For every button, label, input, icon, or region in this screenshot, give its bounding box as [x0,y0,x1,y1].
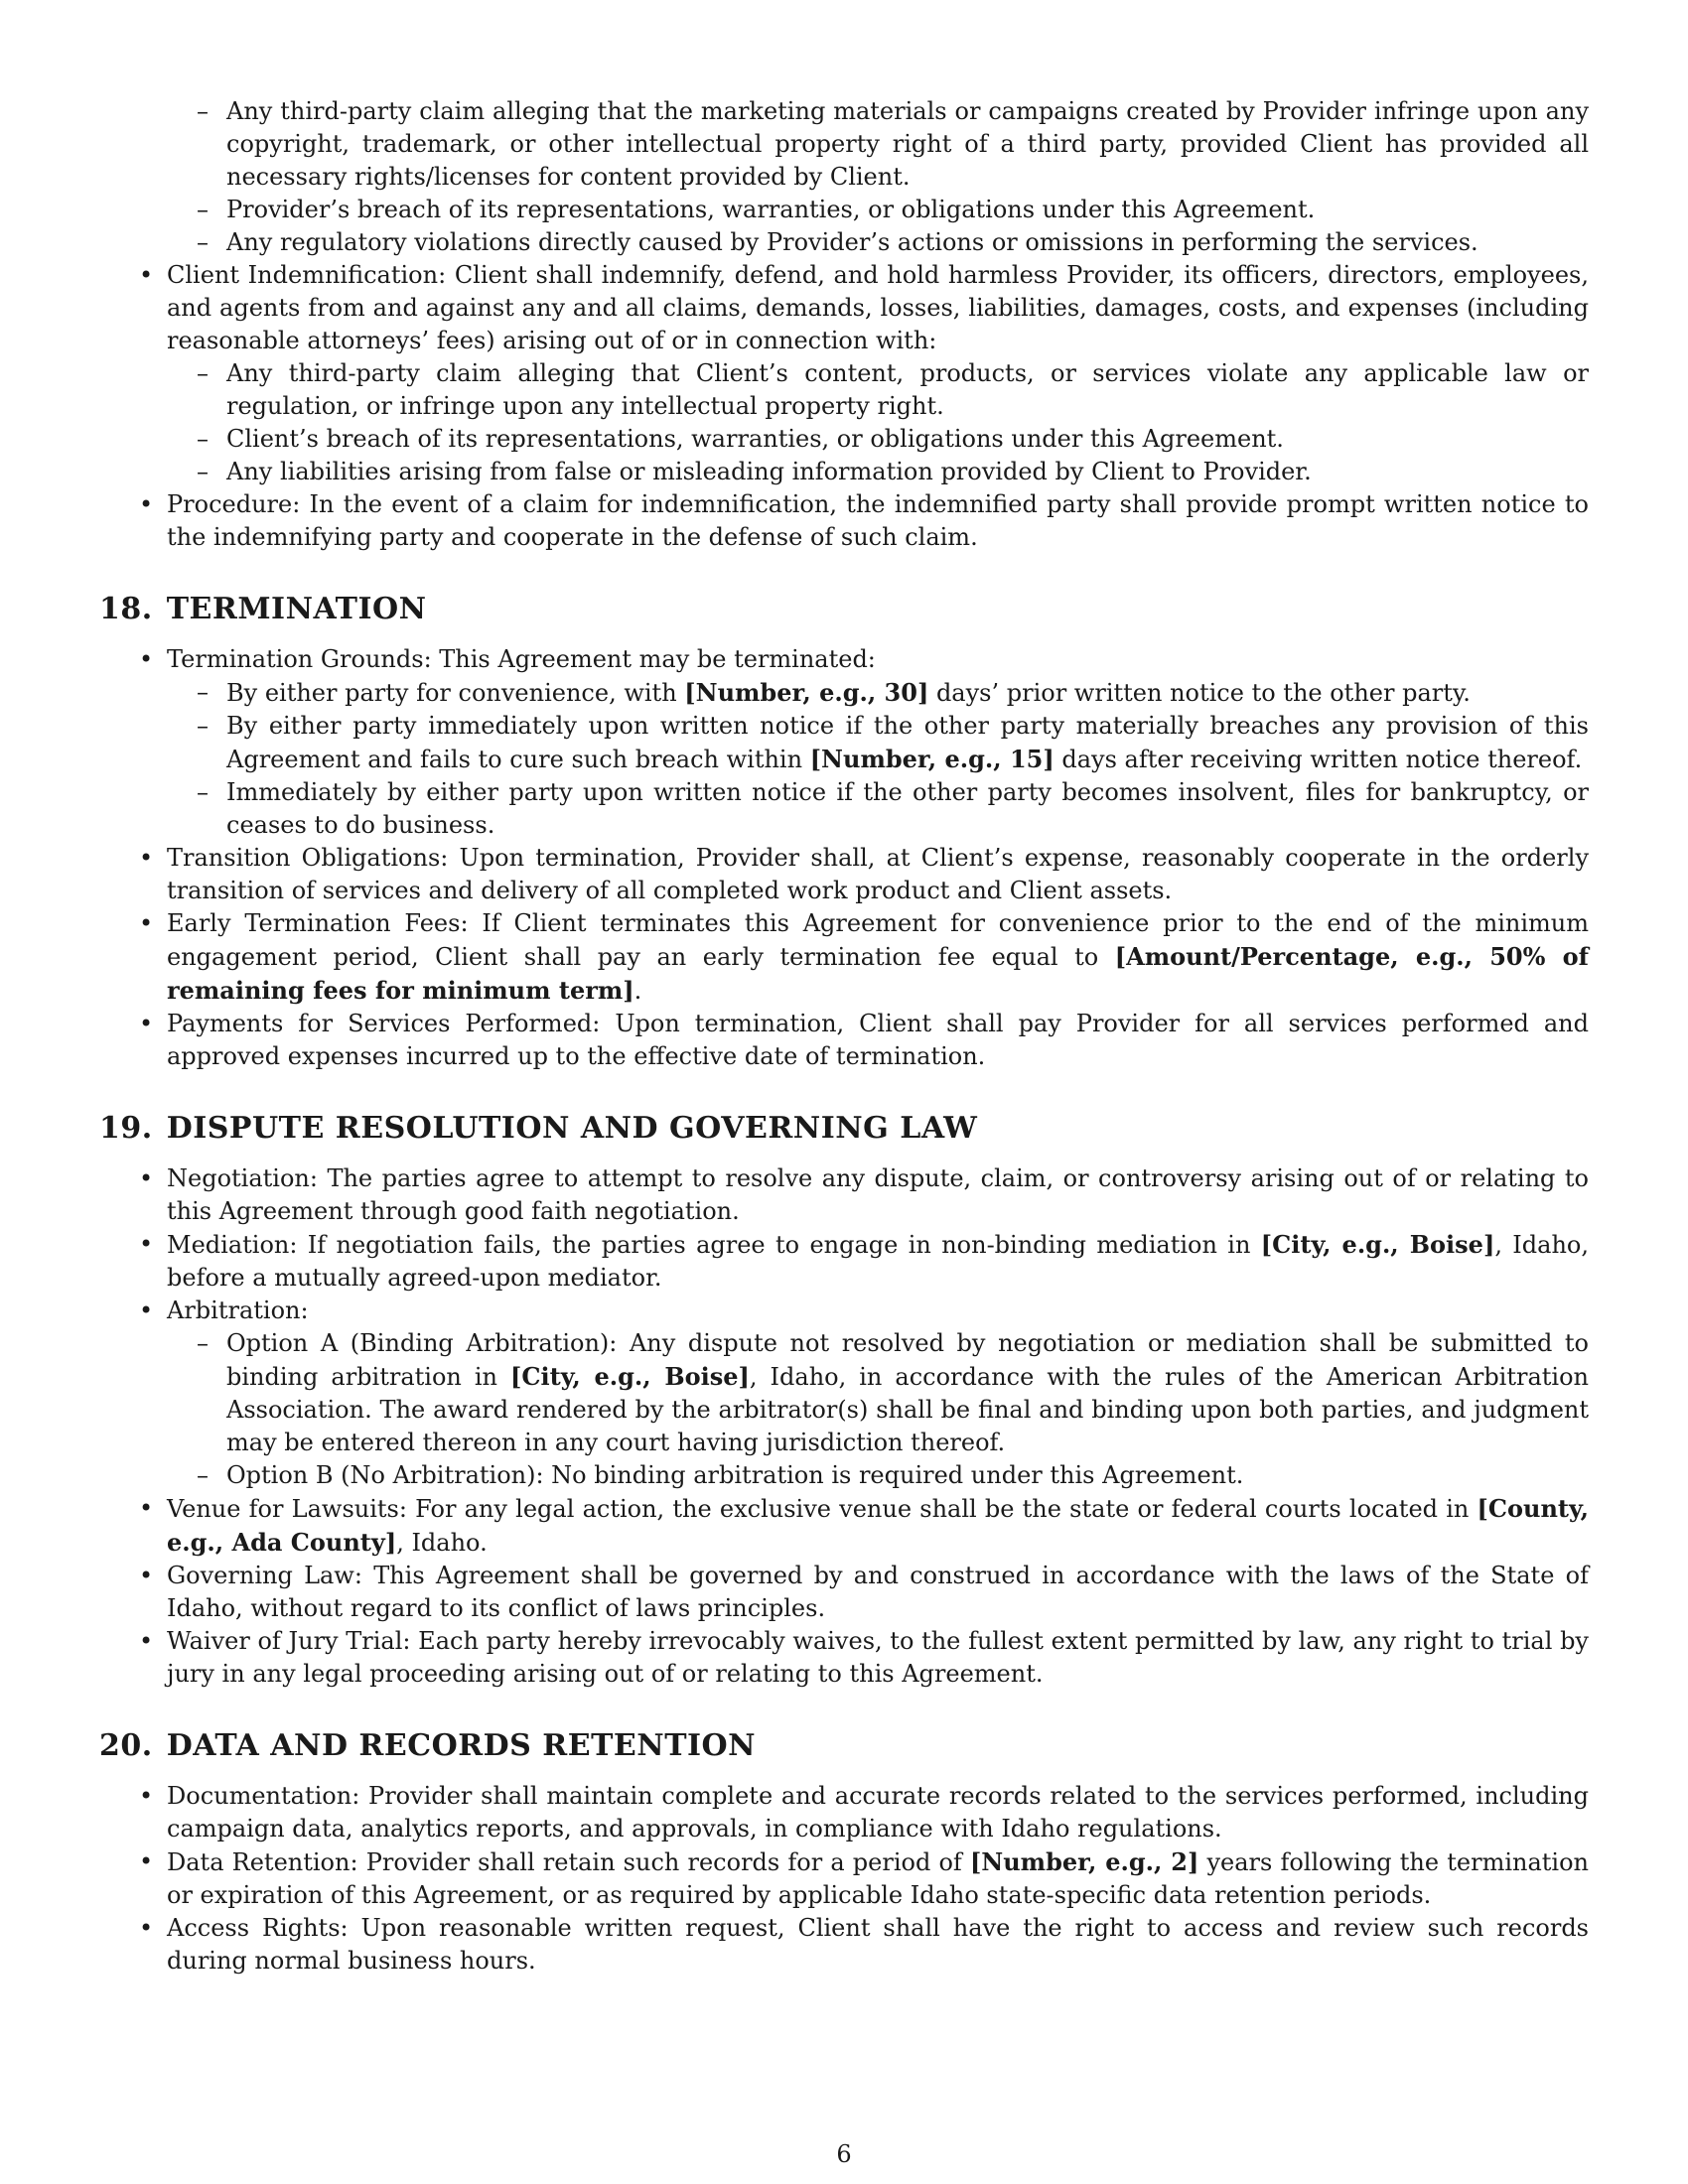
list-item: – Client’s breach of its representations, warranties, or obligations under this Agreement. [167,423,1589,456]
list-item [167,676,1589,710]
text: , Idaho, before a mutually agreed-upon mediator. [167,1231,1589,1292]
list-item: • Transition Obligations: Upon termination, Provider shall, at Client’s expense, reasonably cooperate in the orderly transition of services and delivery of all completed work product and Client assets. [99,842,1589,907]
retention-list [99,1780,1589,1978]
list-item: • Procedure: In the event of a claim for indemnification, the indemnified party shall provide prompt written notice to the indemnifying party and cooperate in the defense of such claim. [99,488,1589,554]
placeholder-field: [Number, e.g., 30] [684,678,929,707]
indemnification-list [99,259,1589,554]
section-heading-data-retention [99,1728,1589,1764]
list-item [99,907,1589,1008]
list-item [99,259,1589,488]
text: Data Retention: Provider shall retain such records for a period of [167,1848,970,1876]
client-indemnification-text: Client Indemnification: Client shall indemnify, defend, and hold harmless Provider, its officers, directors, employees, and agents from and against any and all claims, demands, losses, liabilities, damages, costs, and expenses (including reasonable attorneys’ fees) arising out of or in connection with: [167,261,1589,354]
list-item: • Payments for Services Performed: Upon termination, Client shall pay Provider for all services performed and approved expenses incurred up to the effective date of termination. [99,1008,1589,1073]
section-title: TERMINATION [166,592,427,626]
document-page [99,95,1589,1978]
section-title: DATA AND RECORDS RETENTION [166,1728,757,1763]
text: Mediation: If negotiation fails, the parties agree to engage in non-binding mediation in [167,1231,1261,1259]
placeholder-field: [City, e.g., Boise] [1260,1230,1495,1259]
list-item [99,1845,1589,1912]
text: years following the termination or expiration of this Agreement, or as required by applicable Idaho state-specific data retention periods. [167,1848,1589,1909]
section-heading-dispute-resolution [99,1111,1589,1147]
arbitration-sublist [167,1327,1589,1492]
text: Early Termination Fees: If Client terminates this Agreement for convenience prior to the end of the minimum engagement period, Client shall pay an early termination fee equal to [167,909,1589,971]
placeholder-field: [Number, e.g., 2] [969,1847,1199,1876]
section-number: 19. [99,1111,153,1146]
text: By either party for convenience, with [226,679,685,707]
list-item [99,1492,1589,1560]
text: By either party immediately upon written notice if the other party materially breaches any provision of this Agreement and fails to cure such breach within [226,712,1589,773]
text: , Idaho, in accordance with the rules of the American Arbitration Association. The award rendered by the arbitrator(s) shall be final and binding upon both parties, and judgment may be entered thereon in any court having jurisdiction thereof. [226,1363,1590,1456]
grounds-sublist [167,676,1589,842]
provider-indemnification-list [99,95,1589,259]
list-item: – Immediately by either party upon written notice if the other party becomes insolvent, files for bankruptcy, or ceases to do business. [167,776,1589,842]
section-heading-termination [99,592,1589,627]
list-item [99,1228,1589,1295]
text: , Idaho. [396,1529,488,1557]
text: days’ prior written notice to the other party. [928,679,1471,707]
list-item [167,1327,1589,1459]
termination-list [99,643,1589,1073]
list-item: – Any third-party claim alleging that Client’s content, products, or services violate any applicable law or regulation, or infringe upon any intellectual property right. [167,357,1589,423]
section-number: 18. [99,592,153,626]
text: Option A (Binding Arbitration): Any dispute not resolved by negotiation or mediation shall be submitted to binding arbitration in [226,1329,1589,1391]
list-item: – Option B (No Arbitration): No binding arbitration is required under this Agreement. [167,1459,1589,1492]
placeholder-field: [City, e.g., Boise] [510,1362,750,1391]
list-item: • Negotiation: The parties agree to attempt to resolve any dispute, claim, or controversy arising out of or relating to this Agreement through good faith negotiation. [99,1162,1589,1228]
list-item: • Waiver of Jury Trial: Each party hereby irrevocably waives, to the fullest extent permitted by law, any right to trial by jury in any legal proceeding arising out of or relating to this Agreement. [99,1625,1589,1691]
text: Venue for Lawsuits: For any legal action, the exclusive venue shall be the state or federal courts located in [167,1495,1477,1523]
placeholder-field: [County, e.g., Ada County] [167,1494,1589,1557]
list-item: – Any third-party claim alleging that the marketing materials or campaigns created by Provider infringe upon any copyright, trademark, or other intellectual property right of a third party, provided Client has provided all necessary rights/licenses for content provided by Client. [99,95,1589,194]
grounds-intro: Termination Grounds: This Agreement may be terminated: [167,645,876,673]
dispute-list [99,1162,1589,1691]
list-item: – Provider’s breach of its representations, warranties, or obligations under this Agreement. [99,194,1589,226]
placeholder-field: [Amount/Percentage, e.g., 50% of remaining fees for minimum term] [167,942,1589,1005]
placeholder-field: [Number, e.g., 15] [809,745,1055,773]
page-number: 6 [836,2140,852,2168]
section-title: DISPUTE RESOLUTION AND GOVERNING LAW [166,1111,978,1146]
client-indemnification-sublist [167,357,1589,488]
list-item: – Any liabilities arising from false or misleading information provided by Client to Provider. [167,456,1589,488]
list-item: • Governing Law: This Agreement shall be governed by and construed in accordance with the laws of the State of Idaho, without regard to its conflict of laws principles. [99,1560,1589,1625]
text: days after receiving written notice thereof. [1054,746,1583,773]
text: . [633,977,642,1005]
list-item: • Documentation: Provider shall maintain complete and accurate records related to the services performed, including campaign data, analytics reports, and approvals, in compliance with Idaho regulations. [99,1780,1589,1845]
list-item [99,643,1589,842]
list-item [167,710,1589,776]
list-item: • Access Rights: Upon reasonable written request, Client shall have the right to access and review such records during normal business hours. [99,1912,1589,1978]
section-number: 20. [99,1728,153,1763]
list-item: – Any regulatory violations directly caused by Provider’s actions or omissions in performing the services. [99,226,1589,259]
arbitration-label: Arbitration: [167,1297,309,1324]
list-item [99,1295,1589,1492]
